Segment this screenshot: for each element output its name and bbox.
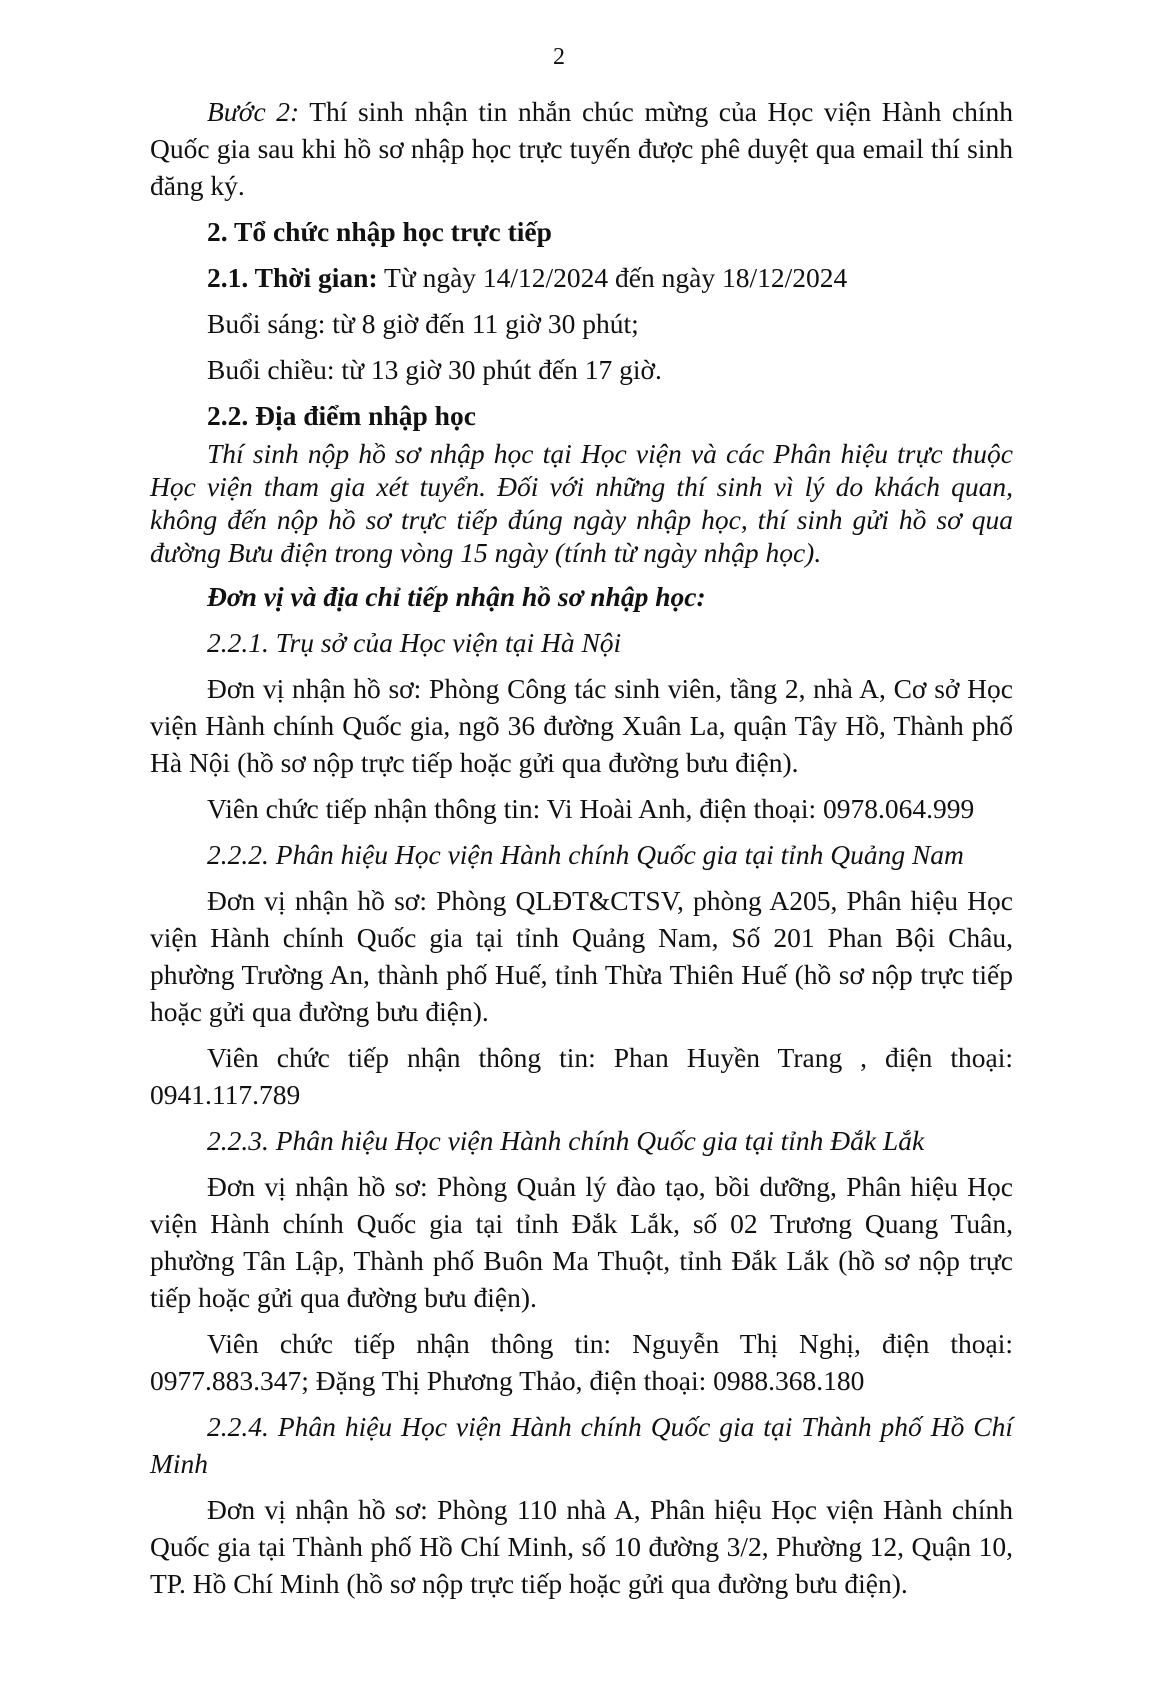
step2-label: Bước 2: (207, 96, 300, 127)
unit-title: 2.2.4. Phân hiệu Học viện Hành chính Quốc gia tại Thành phố Hồ Chí Minh (150, 1411, 1013, 1479)
step2-text: Thí sinh nhận tin nhắn chúc mừng của Học viện Hành chính Quốc gia sau khi hồ sơ nhập học trực tuyến được phê duyệt qua email thí sinh đăng ký. (150, 96, 1014, 201)
time-text: Từ ngày 14/12/2024 đến ngày 18/12/2024 (377, 262, 848, 293)
unit-title: 2.2.3. Phân hiệu Học viện Hành chính Quốc gia tại tỉnh Đắk Lắk (207, 1125, 925, 1156)
unit-contact: Viên chức tiếp nhận thông tin: Phan Huyền Trang , điện thoại: 0941.117.789 (150, 1042, 1013, 1110)
units-heading: Đơn vị và địa chỉ tiếp nhận hồ sơ nhập học: (207, 581, 706, 612)
morning-hours: Buổi sáng: từ 8 giờ đến 11 giờ 30 phút; (207, 308, 639, 339)
afternoon-hours: Buổi chiều: từ 13 giờ 30 phút đến 17 giờ. (207, 354, 662, 385)
unit-contact: Viên chức tiếp nhận thông tin: Nguyễn Thị Nghị, điện thoại: 0977.883.347; Đặng Thị Phương Thảo, điện thoại: 0988.368.180 (150, 1328, 1013, 1396)
section2-heading: 2. Tổ chức nhập học trực tiếp (207, 216, 552, 247)
time-label: 2.1. Thời gian: (207, 262, 378, 293)
unit-address: Đơn vị nhận hồ sơ: Phòng Công tác sinh viên, tầng 2, nhà A, Cơ sở Học viện Hành chính Quốc gia, ngõ 36 đường Xuân La, quận Tây Hồ, Thành phố Hà Nội (hồ sơ nộp trực tiếp hoặc gửi qua đường bưu điện). (150, 673, 1013, 778)
unit-address: Đơn vị nhận hồ sơ: Phòng Quản lý đào tạo, bồi dưỡng, Phân hiệu Học viện Hành chính Quốc gia tại tỉnh Đắk Lắk, số 02 Trương Quang Tuân, phường Tân Lập, Thành phố Buôn Ma Thuột, tỉnh Đắk Lắk (hồ sơ nộp trực tiếp hoặc gửi qua đường bưu điện). (150, 1171, 1013, 1313)
place-paragraph: Thí sinh nộp hồ sơ nhập học tại Học viện và các Phân hiệu trực thuộc Học viện tham gia xét tuyển. Đối với những thí sinh vì lý do khách quan, không đến nộp hồ sơ trực tiếp đúng ngày nhập học, thí sinh gửi hồ sơ qua đường Bưu điện trong vòng 15 ngày (tính từ ngày nhập học). (150, 438, 1013, 568)
unit-title: 2.2.1. Trụ sở của Học viện tại Hà Nội (207, 627, 622, 658)
unit-address: Đơn vị nhận hồ sơ: Phòng QLĐT&CTSV, phòng A205, Phân hiệu Học viện Hành chính Quốc gia tại tỉnh Quảng Nam, Số 201 Phan Bội Châu, phường Trường An, thành phố Huế, tỉnh Thừa Thiên Huế (hồ sơ nộp trực tiếp hoặc gửi qua đường bưu điện). (150, 885, 1013, 1027)
time-paragraph (150, 259, 1013, 296)
step2-paragraph (150, 93, 1013, 204)
place-heading: 2.2. Địa điểm nhập học (207, 400, 476, 431)
unit-address: Đơn vị nhận hồ sơ: Phòng 110 nhà A, Phân hiệu Học viện Hành chính Quốc gia tại Thành phố Hồ Chí Minh, số 10 đường 3/2, Phường 12, Quận 10, TP. Hồ Chí Minh (hồ sơ nộp trực tiếp hoặc gửi qua đường bưu điện). (150, 1494, 1013, 1599)
unit-title: 2.2.2. Phân hiệu Học viện Hành chính Quốc gia tại tỉnh Quảng Nam (207, 839, 964, 870)
unit-contact: Viên chức tiếp nhận thông tin: Vi Hoài Anh, điện thoại: 0978.064.999 (207, 793, 975, 824)
page-number: 2 (553, 44, 565, 70)
